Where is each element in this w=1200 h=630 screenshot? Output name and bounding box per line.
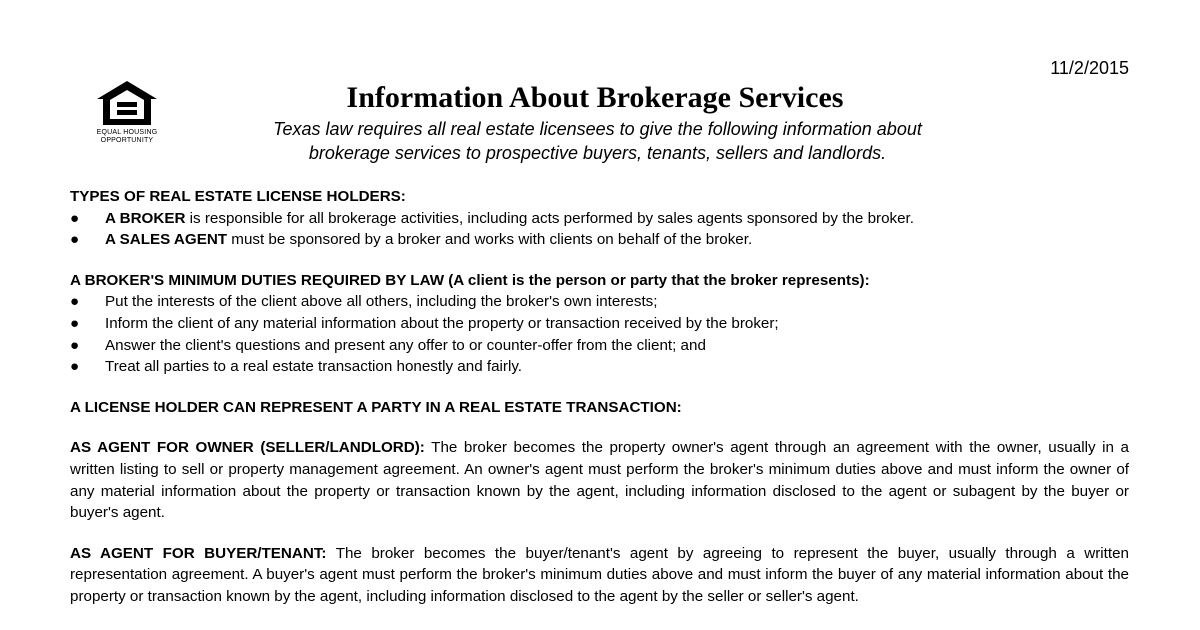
buyer-agent-text: The broker becomes the buyer/tenant's agent by agreeing to represent the buyer, usually through a written representation agreement. A buyer's agent must perform the broker's minimum duties above and must inform the buyer of any material information about the property or transaction known by the agent, including information disclosed to the agent by the seller or seller's agent. <box>70 544 1129 605</box>
list-item <box>70 229 1129 251</box>
logo-text-line2: OPPORTUNITY <box>100 137 154 144</box>
list-item <box>70 313 1129 335</box>
list-item <box>70 208 1129 230</box>
duty-text: Put the interests of the client above all others, including the broker's own interests; <box>105 293 658 311</box>
minimum-duties-heading: A BROKER'S MINIMUM DUTIES REQUIRED BY LAW (A client is the person or party that the broker represents): <box>70 271 870 289</box>
minimum-duties-list <box>70 291 1129 377</box>
list-item <box>70 291 1129 313</box>
bullet-icon: ● <box>70 209 80 227</box>
list-item <box>70 335 1129 357</box>
subtitle <box>0 117 1195 165</box>
bullet-icon: ● <box>70 336 80 354</box>
term-broker-text: is responsible for all brokerage activities, including acts performed by sales agents sponsored by the broker. <box>185 209 914 227</box>
duty-text: Answer the client's questions and present any offer to or counter-offer from the client; and <box>105 336 706 354</box>
logo-text-line1: EQUAL HOUSING <box>96 129 158 136</box>
bullet-icon: ● <box>70 358 80 376</box>
list-item <box>70 356 1129 378</box>
owner-agent-text: The broker becomes the property owner's agent through an agreement with the owner, usually in a written listing to sell or property management agreement. An owner's agent must perform the broker's minimum duties above and must inform the owner of any material information about the property or transaction known by the agent, including information disclosed to the agent or subagent by the buyer or buyer's agent. <box>70 439 1129 522</box>
term-sales-agent: A SALES AGENT <box>105 231 228 249</box>
license-types-heading: TYPES OF REAL ESTATE LICENSE HOLDERS: <box>70 188 406 205</box>
bullet-icon: ● <box>70 314 80 332</box>
license-types-list <box>70 208 1129 251</box>
buyer-agent-label: AS AGENT FOR BUYER/TENANT: <box>70 544 327 562</box>
term-sales-agent-text: must be sponsored by a broker and works with clients on behalf of the broker. <box>227 231 753 249</box>
subtitle-line-1: Texas law requires all real estate licensees to give the following information about <box>273 119 922 139</box>
buyer-agent-paragraph <box>70 543 1129 608</box>
bullet-icon: ● <box>70 231 80 249</box>
document-date: 11/2/2015 <box>1050 58 1129 78</box>
owner-agent-label: AS AGENT FOR OWNER (SELLER/LANDLORD): <box>70 439 425 457</box>
document-body <box>70 186 1129 608</box>
bullet-icon: ● <box>70 293 80 311</box>
owner-agent-paragraph <box>70 437 1129 523</box>
page-title: Information About Brokerage Services <box>346 81 844 114</box>
duty-text: Treat all parties to a real estate transaction honestly and fairly. <box>105 358 523 376</box>
representation-heading: A LICENSE HOLDER CAN REPRESENT A PARTY IN A REAL ESTATE TRANSACTION: <box>70 398 682 416</box>
duty-text: Inform the client of any material information about the property or transaction received by the broker; <box>105 314 779 332</box>
term-broker: A BROKER <box>105 209 186 227</box>
subtitle-line-2: brokerage services to prospective buyers, tenants, sellers and landlords. <box>308 143 887 163</box>
